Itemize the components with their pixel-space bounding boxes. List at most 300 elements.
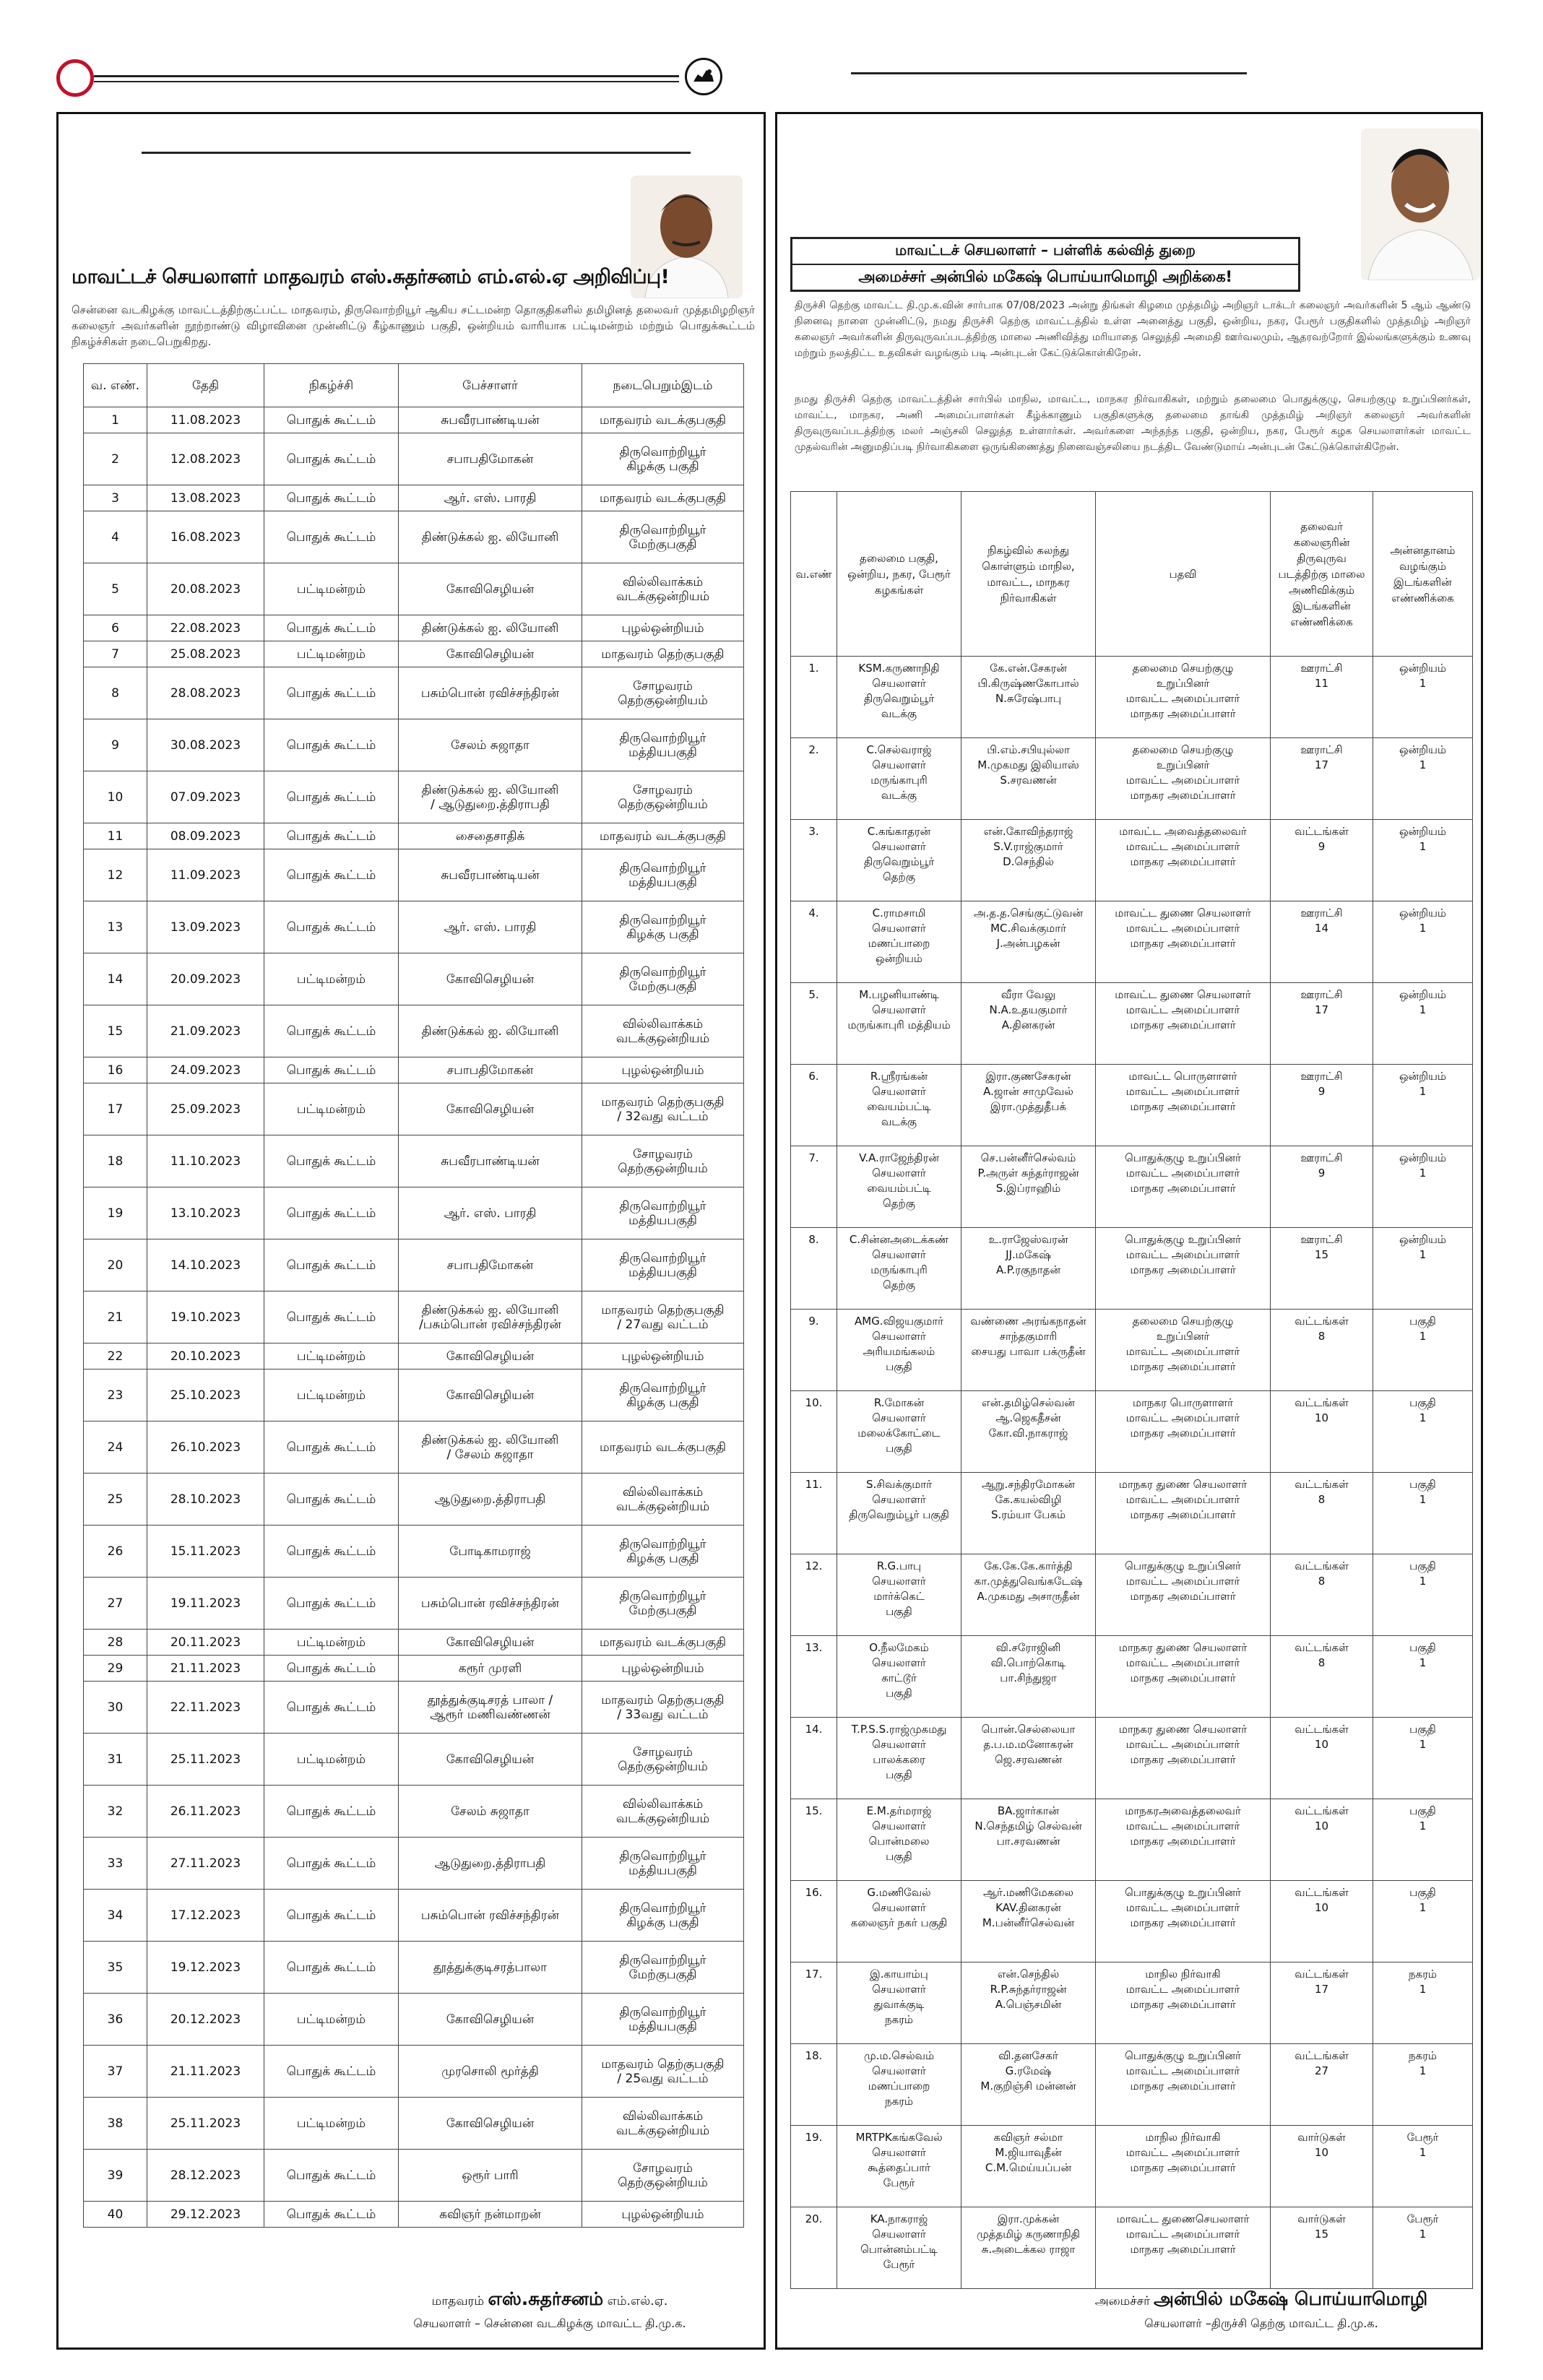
cell-line: 1	[1419, 677, 1427, 690]
cell-line: /பசும்பொன் ரவிச்சந்திரன்	[419, 1317, 561, 1332]
cell-line: மாநில நிர்வாகி	[1145, 1968, 1221, 1981]
party-emblem-icon	[685, 58, 722, 95]
cell-event: பட்டிமன்றம்	[264, 1994, 399, 2046]
cell-line: மாவட்ட அமைப்பாளர்	[1125, 1983, 1240, 1996]
cell-speaker	[399, 1656, 582, 1682]
cell-line: சையது பாவா பக்ருதீன்	[971, 1345, 1086, 1358]
cell-line: கிழக்கு பகுதி	[626, 1551, 699, 1566]
cell-venue	[582, 1656, 744, 1682]
cell-line: A.முகமது அசாருதீன்	[977, 1590, 1080, 1603]
cell-line: ஆர். எஸ். பாரதி	[444, 919, 537, 935]
cell-line: செயலாளர்	[872, 1901, 926, 1914]
cell-venue	[582, 1369, 744, 1421]
cell-line: கே.என்.சேகரன்	[990, 662, 1067, 675]
cell-date: 19.10.2023	[147, 1291, 264, 1343]
cell-line: பகுதி	[1409, 1886, 1436, 1899]
cell-venue	[582, 2150, 744, 2202]
cell-line: 11	[1314, 677, 1329, 690]
cell-line: வட்டங்கள்	[1295, 1641, 1349, 1654]
cell-line: செ.பன்னீர்செல்வம்	[980, 1151, 1076, 1164]
cell-line: 1	[1419, 1167, 1427, 1180]
col-header-event: நிகழ்ச்சி	[264, 364, 399, 407]
cell-venue	[582, 771, 744, 823]
cell-number: 2	[84, 433, 147, 485]
cell-speaker	[399, 1890, 582, 1942]
cell-number: 5.	[791, 983, 837, 1065]
table-row	[84, 1474, 744, 1526]
cell-line: மாதவரம் தெற்குபகுதி	[601, 646, 725, 662]
cell-line: புழல்ஒன்றியம்	[621, 1063, 704, 1078]
cell-members	[961, 2207, 1096, 2289]
cell-line: பகுதி	[1409, 1723, 1436, 1736]
cell-line: பகுதி	[886, 1360, 912, 1373]
cell-line: 1	[1419, 2146, 1427, 2159]
cell-number: 36	[84, 1994, 147, 2046]
cell-line: சோழவரம்	[633, 1146, 693, 1161]
cell-line: தூத்துக்குடிசரத்பாலா	[433, 1960, 547, 1975]
cell-food-places	[1373, 1146, 1473, 1228]
cell-line: O.நீலமேகம்	[869, 1641, 929, 1654]
cell-line: மாநகர அமைப்பாளர்	[1130, 1753, 1236, 1766]
cell-line: மாவட்ட அமைப்பாளர்	[1125, 1493, 1240, 1506]
cell-line: மாவட்ட அமைப்பாளர்	[1125, 692, 1240, 705]
cell-line: செயலாளர்	[872, 1983, 926, 1996]
table-row	[84, 1005, 744, 1057]
cell-line: 1	[1419, 922, 1427, 935]
cell-line: வட்டங்கள்	[1295, 825, 1349, 838]
cell-venue	[582, 2098, 744, 2150]
cell-garland-places	[1271, 1963, 1373, 2044]
cell-area	[837, 1310, 961, 1391]
cell-line: வில்லிவாக்கம்	[622, 1484, 704, 1500]
cell-line: மேற்குபகுதி	[628, 1967, 697, 1982]
cell-line: மாதவரம் வடக்குபகுதி	[599, 828, 727, 844]
cell-line: N.செந்தமிழ் செல்வன்	[974, 1819, 1082, 1832]
cell-event: பொதுக் கூட்டம்	[264, 901, 399, 953]
cell-line: மாவட்ட அமைப்பாளர்	[1125, 2228, 1240, 2241]
table-row	[791, 901, 1473, 983]
cell-line: மாநகர அமைப்பாளர்	[1130, 1182, 1236, 1195]
cell-line: செயலாளர்	[872, 1248, 926, 1261]
cell-line: திருவொற்றியூர்	[619, 444, 706, 459]
cell-line: E.M.தர்மராஜ்	[866, 1804, 932, 1817]
cell-line: ஜெ.சரவணன்	[995, 1753, 1062, 1766]
cell-venue	[582, 1734, 744, 1786]
cell-date: 24.09.2023	[147, 1057, 264, 1083]
cell-speaker	[399, 615, 582, 641]
cell-line: 8	[1318, 1656, 1326, 1669]
cell-line: பகுதி	[886, 1605, 912, 1618]
left-headline: மாவட்டச் செயலாளர் மாதவரம் எஸ்.சுதர்சனம் எம்.எல்.ஏ அறிவிப்பு!	[72, 266, 670, 288]
cell-number: 19.	[791, 2126, 837, 2207]
table-row	[791, 1881, 1473, 1963]
cell-line: உறுப்பினர்	[1156, 1330, 1210, 1343]
cell-food-places	[1373, 1065, 1473, 1146]
cell-date: 19.11.2023	[147, 1578, 264, 1630]
cell-food-places	[1373, 1881, 1473, 1963]
col-header-garland-places: தலைவர் கலைஞரின் திருவுருவ படத்திற்கு மாலை அணிவிக்கும் இடங்களின் எண்ணிக்கை	[1271, 492, 1373, 657]
cell-venue	[582, 1083, 744, 1135]
cell-line: மாவட்ட அமைப்பாளர்	[1125, 1085, 1240, 1098]
cell-line: R.P.சுந்தர்ராஜன்	[990, 1983, 1067, 1996]
cell-event: பட்டிமன்றம்	[264, 563, 399, 615]
cell-area	[837, 657, 961, 738]
cell-line: வட்டங்கள்	[1295, 1968, 1349, 1981]
cell-line: மாவட்ட அமைப்பாளர்	[1125, 774, 1240, 787]
cell-line: A.பெஞ்சமின்	[995, 1998, 1062, 2011]
table-row	[84, 953, 744, 1005]
cell-line: A.P.ரகுநாதன்	[995, 1263, 1060, 1276]
cell-line: இரா.குணசேகரன்	[985, 1070, 1071, 1083]
cell-post	[1096, 1636, 1271, 1718]
cell-line: 1	[1419, 1819, 1427, 1832]
cell-line: / ஆடுதுறை.த்திராபதி	[431, 797, 550, 812]
cell-line: செயலாளர்	[872, 1575, 926, 1588]
cell-area	[837, 2207, 961, 2289]
cell-speaker	[399, 1369, 582, 1421]
cell-line: கோவிசெழியன்	[446, 1752, 535, 1767]
cell-line: S.ரம்யா பேகம்	[990, 1508, 1066, 1521]
cell-line: செயலாளர்	[872, 2228, 926, 2241]
cell-line: தெற்குஒன்றியம்	[618, 2175, 708, 2190]
cell-garland-places	[1271, 1228, 1373, 1310]
cell-number: 16.	[791, 1881, 837, 1963]
cell-food-places	[1373, 1799, 1473, 1881]
cell-number: 21	[84, 1291, 147, 1343]
cell-number: 20	[84, 1239, 147, 1291]
cell-post	[1096, 1473, 1271, 1554]
cell-event: பட்டிமன்றம்	[264, 641, 399, 667]
cell-speaker	[399, 667, 582, 719]
cell-line: செயலாளர்	[872, 2064, 926, 2077]
cell-line: JJ.மகேஷ்	[1006, 1248, 1051, 1261]
cell-line: கோவிசெழியன்	[446, 1635, 535, 1650]
cell-line: செயலாளர்	[872, 1738, 926, 1751]
cell-members	[961, 2044, 1096, 2126]
cell-line: திருவொற்றியூர்	[619, 1588, 706, 1604]
table-row	[84, 433, 744, 485]
cell-members	[961, 983, 1096, 1065]
cell-line: கவிஞர் சல்மா	[993, 2131, 1063, 2144]
cell-line: பொதுக்குழு உறுப்பினர்	[1125, 1233, 1241, 1246]
cell-speaker	[399, 1474, 582, 1526]
cell-event: பொதுக் கூட்டம்	[264, 719, 399, 771]
cell-number: 38	[84, 2098, 147, 2150]
cell-line: 10	[1314, 1738, 1329, 1751]
cell-line: ஒன்றியம்	[1399, 988, 1446, 1001]
cell-number: 17.	[791, 1963, 837, 2044]
table-row	[84, 641, 744, 667]
cell-line: தலைமை செயற்குழு	[1132, 1315, 1234, 1328]
cell-line: மாவட்ட அவைத்தலைவர்	[1119, 825, 1247, 838]
cell-line: நகரம்	[1408, 1968, 1438, 1981]
cell-members	[961, 1391, 1096, 1473]
cell-line: நகரம்	[1408, 2049, 1438, 2062]
cell-members	[961, 738, 1096, 820]
cell-line: பேரூர்	[1406, 2131, 1439, 2144]
cell-post	[1096, 1310, 1271, 1391]
cell-venue	[582, 823, 744, 849]
cell-line: கோவிசெழியன்	[446, 972, 535, 987]
cell-line: பொன்.செல்லையா	[981, 1723, 1076, 1736]
cell-line: சுபவீரபாண்டியன்	[441, 1154, 540, 1169]
cell-members	[961, 1554, 1096, 1636]
cell-number: 14.	[791, 1718, 837, 1799]
cell-garland-places	[1271, 1881, 1373, 1963]
cell-speaker	[399, 1734, 582, 1786]
cell-members	[961, 1473, 1096, 1554]
cell-number: 10	[84, 771, 147, 823]
cell-line: ஊராட்சி	[1300, 1151, 1343, 1164]
cell-line: 1	[1419, 1003, 1427, 1016]
cell-line: S.சிவக்குமார்	[866, 1478, 932, 1491]
cell-line: திருவொற்றியூர்	[619, 860, 706, 875]
cell-line: 10	[1314, 2146, 1329, 2159]
cell-number: 35	[84, 1942, 147, 1994]
cell-speaker	[399, 1187, 582, 1239]
cell-line: C.கங்காதரன்	[867, 825, 931, 838]
cell-line: G.மணிவேல்	[867, 1886, 931, 1899]
cell-line: பி.எம்.சபியுல்லா	[987, 743, 1070, 756]
cell-number: 14	[84, 953, 147, 1005]
cell-event: பொதுக் கூட்டம்	[264, 1135, 399, 1187]
signature-prefix: மாதவரம்	[431, 2294, 485, 2308]
right-announcement-panel	[775, 112, 1483, 2350]
cell-members	[961, 657, 1096, 738]
col-header-area: தலைமை பகுதி, ஒன்றிய, நகர, பேரூர் கழகங்கள்	[837, 492, 961, 657]
cell-speaker	[399, 849, 582, 901]
cell-food-places	[1373, 1554, 1473, 1636]
cell-event: பொதுக் கூட்டம்	[264, 1838, 399, 1890]
table-row	[84, 901, 744, 953]
cell-post	[1096, 1963, 1271, 2044]
right-headline-box	[790, 237, 1300, 292]
cell-line: இ.காயாம்பு	[870, 1968, 928, 1981]
cell-line: வடக்கு	[881, 1115, 917, 1128]
cell-line: KA.நாகராஜ்	[870, 2212, 928, 2225]
cell-speaker	[399, 1343, 582, 1369]
cell-number: 3	[84, 485, 147, 511]
cell-event: பொதுக் கூட்டம்	[264, 1057, 399, 1083]
signature-suffix: எம்.எல்.ஏ.	[607, 2294, 668, 2308]
cell-food-places	[1373, 1310, 1473, 1391]
cell-line: மாவட்ட அமைப்பாளர்	[1125, 1248, 1240, 1261]
cell-date: 20.10.2023	[147, 1343, 264, 1369]
cell-post	[1096, 2207, 1271, 2289]
cell-speaker	[399, 2098, 582, 2150]
header-circle-ornament	[56, 59, 94, 97]
table-row	[84, 1343, 744, 1369]
table-row	[84, 1838, 744, 1890]
cell-event: பொதுக் கூட்டம்	[264, 1578, 399, 1630]
cell-line: செயலாளர்	[872, 758, 926, 771]
cell-members	[961, 1310, 1096, 1391]
table-row	[791, 1963, 1473, 2044]
cell-line: மாவட்ட அமைப்பாளர்	[1125, 1167, 1240, 1180]
cell-line: மாநகர அமைப்பாளர்	[1130, 1018, 1236, 1031]
cell-number: 39	[84, 2150, 147, 2202]
cell-garland-places	[1271, 901, 1373, 983]
cell-line: தலைமை செயற்குழு	[1132, 662, 1234, 675]
cell-food-places	[1373, 1636, 1473, 1718]
cell-line: பகுதி	[886, 1442, 912, 1455]
cell-line: மாநகர அமைப்பாளர்	[1130, 1671, 1236, 1684]
cell-line: கே.கயல்விழி	[995, 1493, 1062, 1506]
cell-number: 10.	[791, 1391, 837, 1473]
cell-venue	[582, 563, 744, 615]
cell-members	[961, 1065, 1096, 1146]
cell-line: பசும்பொன் ரவிச்சந்திரன்	[420, 685, 560, 701]
cell-date: 26.11.2023	[147, 1786, 264, 1838]
cell-line: மாநகர அமைப்பாளர்	[1130, 2080, 1236, 2093]
cell-line: திருவொற்றியூர்	[619, 964, 706, 979]
cell-line: வடக்கு	[881, 789, 917, 802]
cell-number: 29	[84, 1656, 147, 1682]
cell-line: திருவெறும்பூர் பகுதி	[849, 1508, 949, 1521]
cell-line: கிழக்கு பகுதி	[626, 1915, 699, 1930]
table-row	[84, 1682, 744, 1734]
cell-line: சபாபதிமோகன்	[446, 1063, 534, 1078]
table-row	[791, 1065, 1473, 1146]
cell-venue	[582, 901, 744, 953]
cell-venue	[582, 1474, 744, 1526]
cell-line: மாவட்ட துணைசெயலாளர்	[1116, 2212, 1250, 2225]
cell-number: 13.	[791, 1636, 837, 1718]
cell-food-places	[1373, 2126, 1473, 2207]
cell-speaker	[399, 823, 582, 849]
cell-venue	[582, 1942, 744, 1994]
cell-number: 34	[84, 1890, 147, 1942]
cell-post	[1096, 1228, 1271, 1310]
cell-line: திருவெறும்பூர்	[863, 692, 935, 705]
table-row	[84, 1942, 744, 1994]
cell-area	[837, 2126, 961, 2207]
cell-line: வட்டங்கள்	[1295, 1804, 1349, 1817]
cell-line: ஒன்றியம்	[1399, 1151, 1446, 1164]
cell-line: திருவொற்றியூர்	[619, 1848, 706, 1864]
cell-food-places	[1373, 1228, 1473, 1310]
cell-line: ஒன்றியம்	[1399, 1233, 1446, 1246]
cell-line: வி.பொற்கொடி	[990, 1656, 1066, 1669]
cell-line: ஆறு.சந்திரமோகன்	[982, 1478, 1075, 1491]
cell-venue	[582, 1630, 744, 1656]
cell-line: தெற்குஒன்றியம்	[618, 693, 708, 708]
table-row	[84, 849, 744, 901]
cell-post	[1096, 1065, 1271, 1146]
cell-line: 1	[1419, 840, 1427, 853]
cell-line: ஆர். எஸ். பாரதி	[444, 1206, 537, 1221]
table-row	[84, 823, 744, 849]
cell-number: 7	[84, 641, 147, 667]
cell-line: பேரூர்	[883, 2176, 915, 2189]
cell-members	[961, 2126, 1096, 2207]
cell-line: மாநகர துணை செயலாளர்	[1118, 1641, 1248, 1654]
cell-line: 1	[1419, 758, 1427, 771]
cell-area	[837, 901, 961, 983]
cell-line: ஒரூர் பாரி	[462, 2168, 519, 2183]
cell-line: சேலம் சுஜாதா	[451, 1804, 530, 1819]
cell-event: பொதுக் கூட்டம்	[264, 667, 399, 719]
cell-event: பொதுக் கூட்டம்	[264, 2150, 399, 2202]
cell-line: கோ.வி.நாகராஜ்	[988, 1427, 1068, 1440]
cell-date: 20.08.2023	[147, 563, 264, 615]
cell-garland-places	[1271, 2207, 1373, 2289]
cell-food-places	[1373, 2044, 1473, 2126]
cell-line: மாநகரஅவைத்தலைவர்	[1125, 1804, 1241, 1817]
cell-line: 1	[1419, 1901, 1427, 1914]
cell-line: மாவட்ட அமைப்பாளர்	[1125, 1575, 1240, 1588]
cell-date: 25.08.2023	[147, 641, 264, 667]
cell-number: 19	[84, 1187, 147, 1239]
cell-post	[1096, 820, 1271, 901]
cell-number: 17	[84, 1083, 147, 1135]
cell-line: மருங்காபுரி	[870, 1263, 928, 1276]
cell-number: 15	[84, 1005, 147, 1057]
cell-post	[1096, 2126, 1271, 2207]
cell-line: மாதவரம் தெற்குபகுதி	[601, 2056, 725, 2072]
cell-line: திண்டுக்கல் ஐ. லியோனி	[421, 620, 559, 636]
cell-line: / 32வது வட்டம்	[617, 1109, 709, 1124]
cell-line: / 27வது வட்டம்	[617, 1317, 709, 1332]
cell-line: பசும்பொன் ரவிச்சந்திரன்	[420, 1596, 560, 1611]
cell-line: கோவிசெழியன்	[446, 1388, 535, 1403]
cell-line: ஒன்றியம்	[1399, 906, 1446, 919]
cell-line: மார்க்கெட்	[873, 1590, 925, 1603]
cell-line: என்.தமிழ்செல்வன்	[982, 1396, 1075, 1409]
cell-members	[961, 1146, 1096, 1228]
left-top-rule	[142, 152, 691, 154]
cell-garland-places	[1271, 2044, 1373, 2126]
cell-line: உறுப்பினர்	[1156, 677, 1210, 690]
cell-line: வில்லிவாக்கம்	[622, 574, 704, 589]
cell-line: கோவிசெழியன்	[446, 1102, 535, 1117]
cell-venue	[582, 849, 744, 901]
cell-event: பொதுக் கூட்டம்	[264, 1291, 399, 1343]
cell-line: பாலக்கரை	[873, 1753, 925, 1766]
cell-post	[1096, 901, 1271, 983]
cell-line: C.செல்வராஜ்	[866, 743, 932, 756]
cell-line: மாவட்ட அமைப்பாளர்	[1125, 1345, 1240, 1358]
cell-line: பொதுக்குழு உறுப்பினர்	[1125, 1559, 1241, 1572]
cell-line: வடக்குஒன்றியம்	[615, 1031, 710, 1046]
cell-date: 28.12.2023	[147, 2150, 264, 2202]
cell-line: கூத்தைப்பார்	[868, 2161, 930, 2174]
cell-event: பட்டிமன்றம்	[264, 1369, 399, 1421]
signature-prefix: அமைச்சர்	[1094, 2294, 1151, 2308]
cell-post	[1096, 1391, 1271, 1473]
cell-post	[1096, 2044, 1271, 2126]
cell-date: 16.08.2023	[147, 511, 264, 563]
cell-line: / 25வது வட்டம்	[617, 2071, 709, 2086]
cell-line: சாந்தகுமாரி	[999, 1330, 1058, 1343]
cell-line: ஆரூர் மணிவண்ணன்	[430, 1707, 550, 1722]
cell-line: 1	[1419, 1575, 1427, 1588]
cell-line: மாநகர துணை செயலாளர்	[1118, 1723, 1248, 1736]
cell-number: 12.	[791, 1554, 837, 1636]
table-row	[84, 1369, 744, 1421]
cell-garland-places	[1271, 1065, 1373, 1146]
cell-line: பொதுக்குழு உறுப்பினர்	[1125, 1151, 1241, 1164]
cell-line: சுபவீரபாண்டியன்	[441, 412, 540, 428]
cell-date: 25.11.2023	[147, 2098, 264, 2150]
cell-line: சபாபதிமோகன்	[446, 451, 534, 467]
cell-line: செயலாளர்	[872, 1003, 926, 1016]
cell-date: 11.10.2023	[147, 1135, 264, 1187]
cell-number: 5	[84, 563, 147, 615]
cell-line: வில்லிவாக்கம்	[622, 2108, 704, 2124]
cell-line: மாதவரம் வடக்குபகுதி	[599, 1635, 727, 1650]
cell-number: 30	[84, 1682, 147, 1734]
